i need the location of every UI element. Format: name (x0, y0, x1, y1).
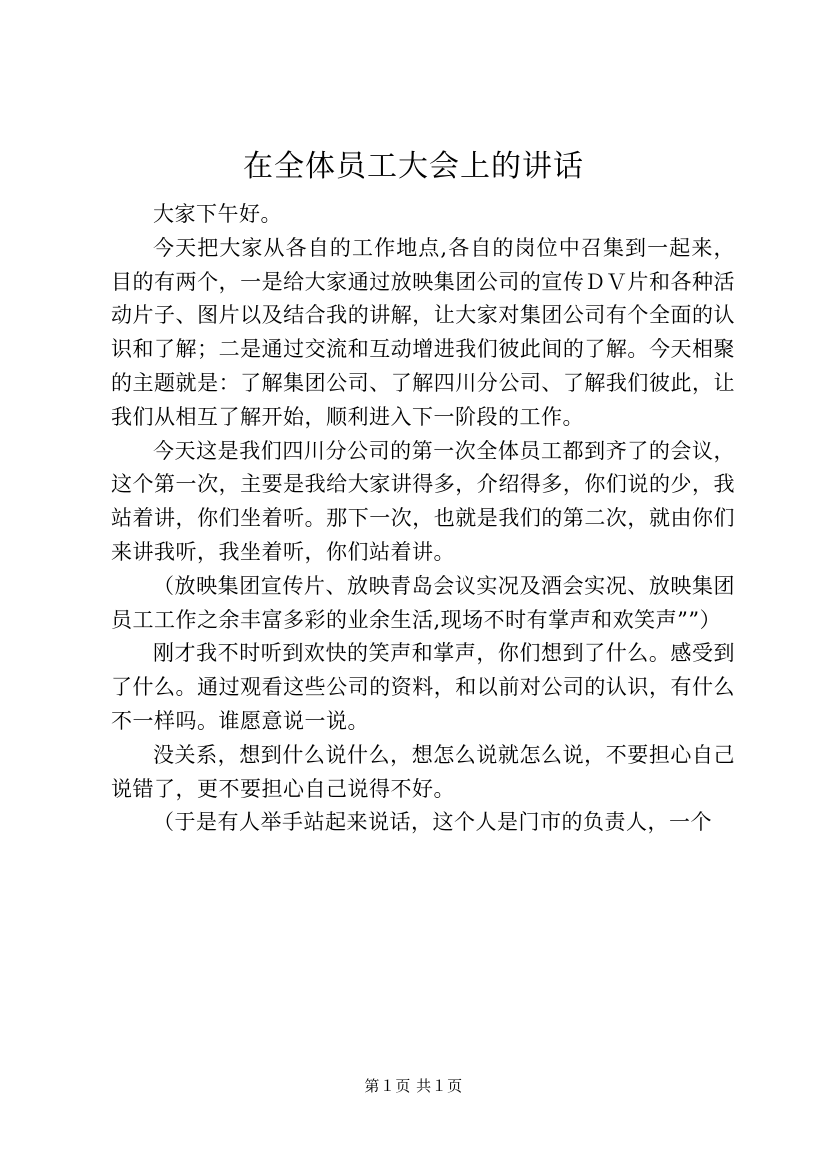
paragraph-greeting: 大家下午好。 (153, 202, 282, 226)
paragraph-screening-note: （放映集团宣传片、放映青岛会议实况及酒会实况、放映集团员工工作之余丰富多彩的业余生活,现场不时有掌声和欢笑声””） (111, 573, 735, 632)
page-footer: 第１页 共１页 (364, 1077, 463, 1095)
document-title: 在全体员工大会上的讲话 (243, 149, 584, 184)
paragraph-first-meeting: 今天这是我们四川分公司的第一次全体员工都到齐了的会议，这个第一次，主要是我给大家讲得多，介绍得多，你们说的少，我站着讲，你们坐着听。那下一次，也就是我们的第二次，就由你们来讲我听，我坐着听，你们站着讲。 (111, 438, 735, 564)
paragraph-encouragement: 没关系，想到什么说什么，想怎么说就怎么说，不要担心自己说错了，更不要担心自己说得不好。 (111, 742, 735, 801)
document-body (111, 198, 735, 840)
paragraph-speaker-note: （于是有人举手站起来说话，这个人是门市的负责人，一个 (153, 810, 712, 835)
paragraph-purpose: 今天把大家从各自的工作地点,各自的岗位中召集到一起来，目的有两个，一是给大家通过放映集团公司的宣传ＤＶ片和各种活动片子、图片以及结合我的讲解，让大家对集团公司有个全面的认识和了解；二是通过交流和互动增进我们彼此间的了解。今天相聚的主题就是：了解集团公司、了解四川分公司、了解我们彼此，让我们从相互了解开始，顺利进入下一阶段的工作。 (111, 235, 735, 429)
paragraph-reaction: 刚才我不时听到欢快的笑声和掌声，你们想到了什么。感受到了什么。通过观看这些公司的资料，和以前对公司的认识，有什么不一样吗。谁愿意说一说。 (111, 641, 735, 733)
